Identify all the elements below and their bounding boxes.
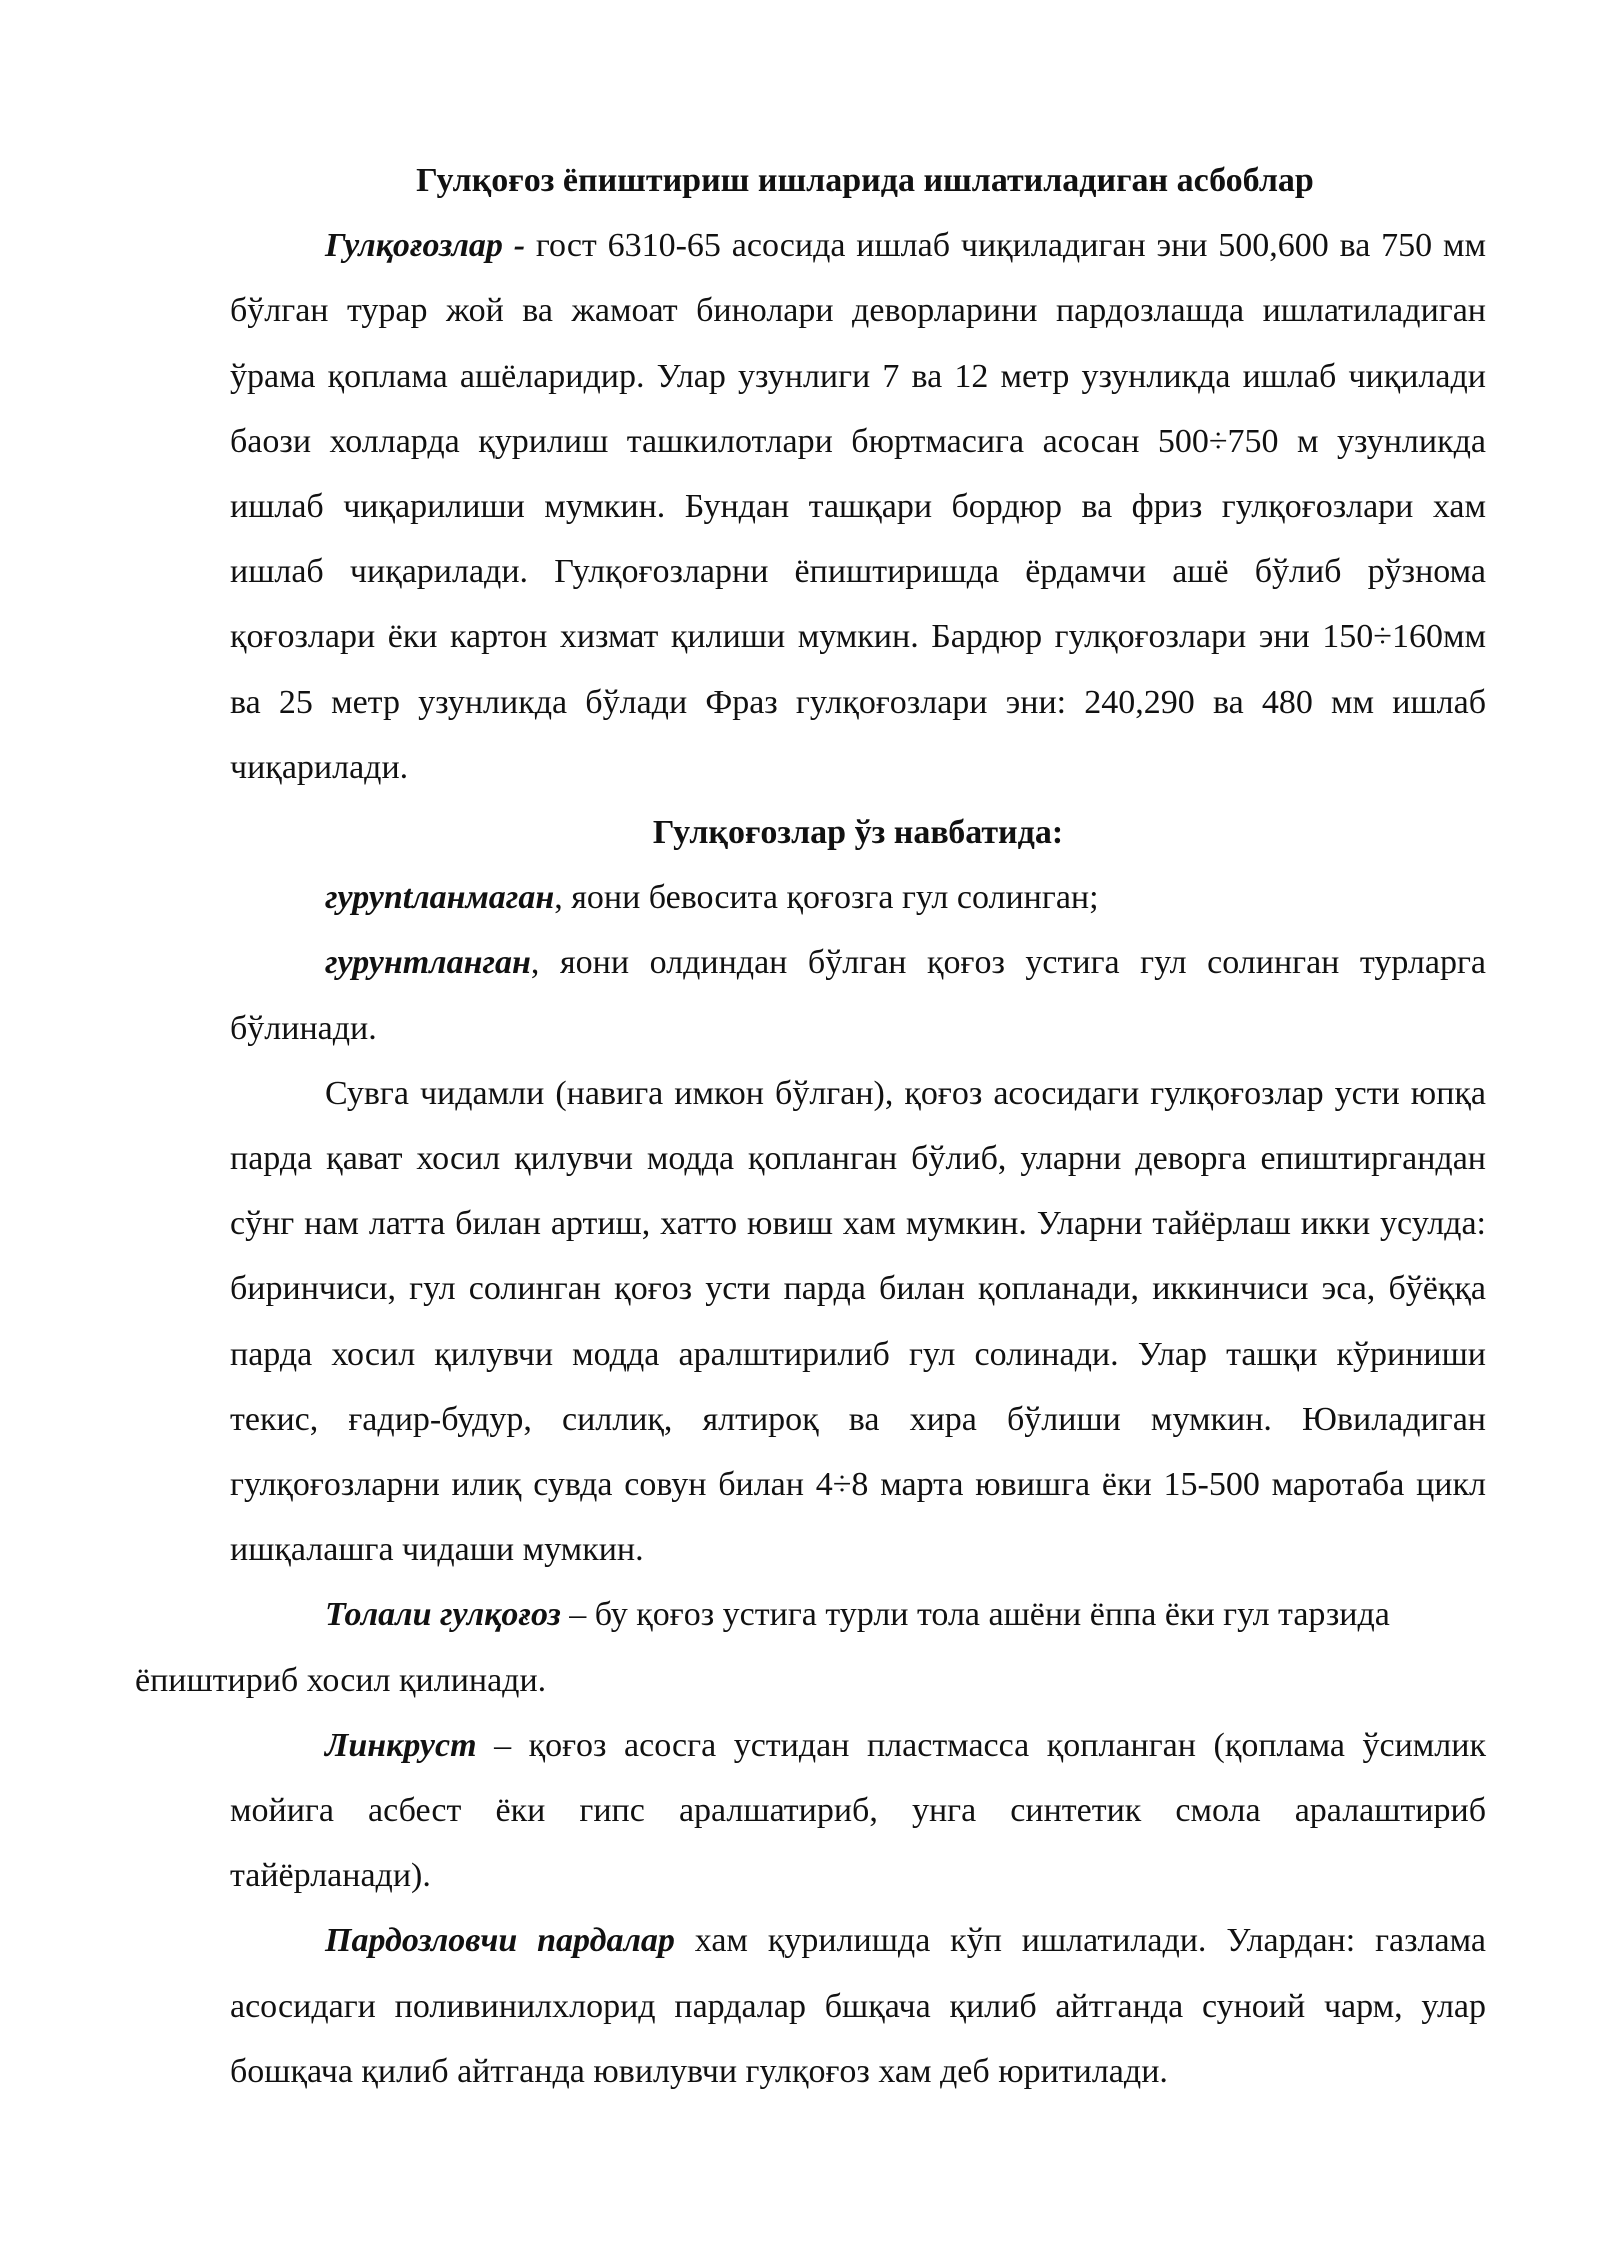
paragraph-linkrust (230, 1713, 1486, 1909)
document-page (135, 148, 1486, 2104)
paragraph-finishing-films (230, 1908, 1486, 2104)
paragraph-primed-text: , яони олдиндан бўлган қоғоз устига гул солинган турларга бўлинади. (230, 944, 1486, 1047)
term-unprimed: гуруntланмаган (325, 879, 555, 917)
term-finishing-films: Пардозловчи пардалар (325, 1922, 675, 1960)
paragraph-waterproof: Сувга чидамли (навига имкон бўлган), қоғоз асосидаги гулқоғозлар усти юпқа парда қават хосил қилувчи модда қопланган бўлиб, уларни деворга епиштиргандан сўнг нам латта билан артиш, хатто ювиш хам мумкин. Уларни тайёрлаш икки усулда: биринчиси, гул солинган қоғоз усти парда билан қопланади, иккинчиси эса, бўёққа парда хосил қилувчи модда аралштирилиб гул солинади. Улар ташқи кўриниши текис, ғадир-будур, силлиқ, ялтироқ ва хира бўлиши мумкин. Ювиладиган гулқоғозларни илиқ сувда совун билан 4÷8 марта ювишга ёки 15-500 маротаба цикл ишқалашга чидаши мумкин. (230, 1074, 1486, 1569)
section-subtitle: Гулқоғозлар ўз навбатида: (652, 814, 1064, 852)
term-primed: гурунтланган (325, 944, 531, 982)
paragraph-primed (230, 930, 1486, 1060)
term-wallpapers: Гулқоғозлар - (325, 227, 526, 265)
paragraph-wallpapers (230, 213, 1486, 800)
paragraph-finishing-films-text: хам қурилишда кўп ишлатилади. Улардан: газлама асосидаги поливинилхлорид пардалар бшқача қилиб айтганда суноий чарм, улар бошқача қилиб айтганда ювилувчи гулқоғоз хам деб юритилади. (230, 1922, 1486, 2090)
paragraph-unprimed-text: , яони бевосита қоғозга гул солинган; (554, 879, 1099, 917)
term-fiber-wallpaper: Толали гулқоғоз (325, 1596, 561, 1634)
term-linkrust: Линкруст (325, 1726, 477, 1764)
paragraph-fiber-wallpaper-text-line2: ёпиштириб хосил қилинади. (135, 1661, 547, 1699)
paragraph-wallpapers-text: гост 6310-65 асосида ишлаб чиқиладиган эни 500,600 ва 750 мм бўлган турар жой ва жамоат бинолари деворларини пардозлашда ишлатиладиган ўрама қоплама ашёларидир. Улар узунлиги 7 ва 12 метр узунликда ишлаб чиқилади баози холларда қурилиш ташкилотлари бюртмасига асосан 500÷750 м узунликда ишлаб чиқарилиши мумкин. Бундан ташқари бордюр ва фриз гулқоғозлари хам ишлаб чиқарилади. Гулқоғозларни ёпиштиришда ёрдамчи ашё бўлиб рўзнома қоғозлари ёки картон хизмат қилиши мумкин. Бардюр гулқоғозлари эни 150÷160мм ва 25 метр узунликда бўлади Фраз гулқоғозлари эни: 240,290 ва 480 мм ишлаб чиқарилади. (230, 227, 1486, 786)
paragraph-fiber-wallpaper (135, 1582, 1486, 1712)
paragraph-unprimed (230, 865, 1486, 930)
document-title: Гулқоғоз ёпиштириш ишларида ишлатиладиган асбоблар (416, 162, 1314, 199)
paragraph-fiber-wallpaper-text-line1: – бу қоғоз устига турли тола ашёни ёппа ёки гул тарзида (560, 1596, 1390, 1634)
paragraph-linkrust-text: – қоғоз асосга устидан пластмасса қопланган (қоплама ўсимлик мойига асбест ёки гипс аралшатириб, унга синтетик смола аралаштириб тайёрланади). (230, 1726, 1486, 1895)
